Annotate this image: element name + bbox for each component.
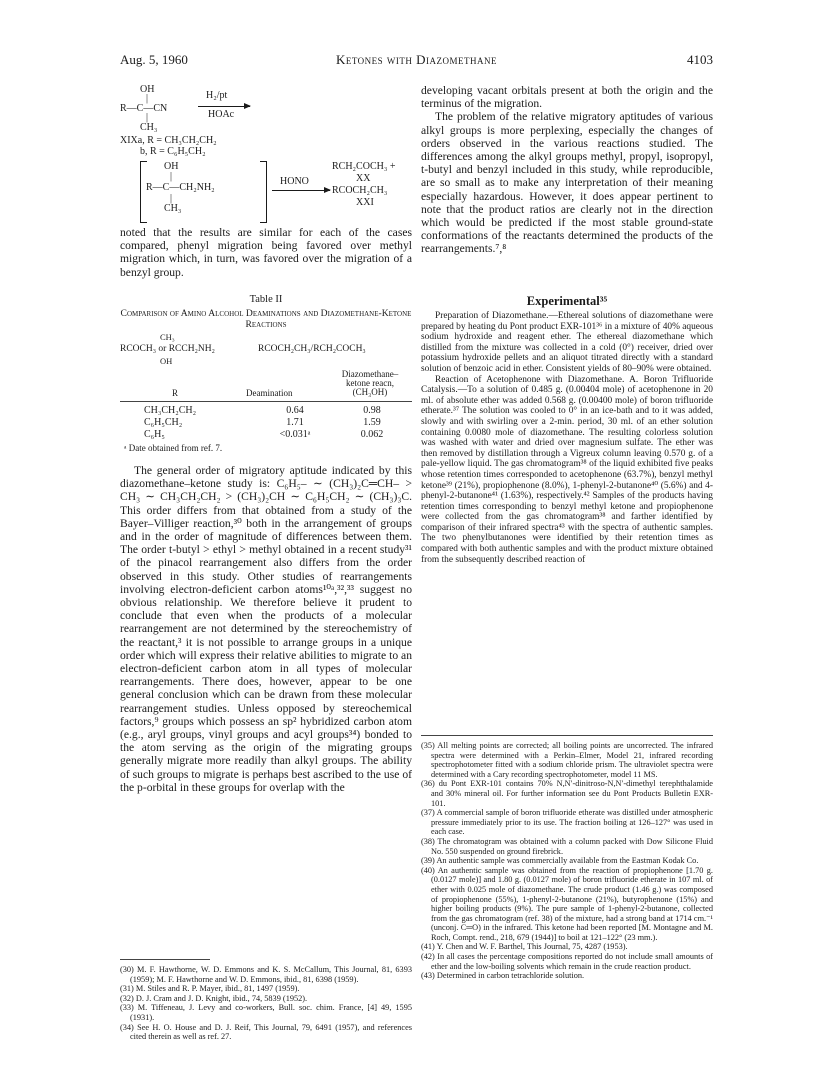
col-header-diazomethane: Diazomethane– ketone reacn, (CH₃OH)	[341, 369, 399, 397]
table-ii	[120, 294, 412, 330]
footnote-37: (37) A commercial sample of boron trifluoride etherate was distilled under atmospheric pressure immediately prior to its use. The fraction boiling at 126–127° was used in each case.	[421, 808, 713, 837]
footnote-39: (39) An authentic sample was commercially available from the Eastman Kodak Co.	[421, 856, 699, 866]
scheme-oh2: OH	[164, 161, 179, 172]
footnote-36: (36) du Pont EXR-101 contains 70% N,N′-dinitroso-N,N′-dimethyl terephthalamide and 30% mineral oil. For further information see du Pont Products Bulletin EXR-101.	[421, 779, 713, 808]
table-body	[120, 370, 412, 453]
experimental-section	[421, 311, 713, 565]
footnote-42: (42) In all cases the percentage compositions reported do not include small amounts of ether and the low-boiling solvents which remain in the crude reaction product.	[421, 952, 713, 971]
table-row: C₆H₅CH₂ 1.71 1.59	[144, 416, 381, 428]
table-caption: Comparison of Amino Alcohol Deaminations and Diazomethane-Ketone Reactions	[120, 308, 412, 330]
footnote-30: (30) M. F. Hawthorne, W. D. Emmons and K. S. McCallum, This Journal, 81, 6393 (1959); M. F. Hawthorne and W. D. Emmons, ibid., 81, 6398 (1959).	[120, 965, 412, 984]
header-title: Ketones with Diazomethane	[335, 52, 498, 67]
scheme-oh: OH	[140, 84, 155, 95]
reaction-scheme: OH | R—C—CN H₂/pt HOAc | CH₃ XIXa, R = CH₃CH₂CH₂ b, R = C₆H₅CH₂ OH | R—C—CH₂NH₂ | CH₃ HONO RCH₂COCH₃ + XX RCOCH₂CH₃ XXI	[120, 84, 412, 222]
scheme-xixa: XIXa, R = CH₃CH₂CH₂	[120, 135, 217, 146]
scheme-nitrile: R—C—CN	[120, 103, 168, 114]
footnote-34: (34) See H. O. House and D. J. Reif, This Journal, 79, 6491 (1957), and references cited therein as well as ref. 27.	[120, 1022, 412, 1042]
footnote-32: (32) D. J. Cram and J. D. Knight, ibid., 74, 5839 (1952).	[120, 993, 308, 1003]
footnote-35: (35) All melting points are corrected; all boiling points are uncorrected. The infrared spectra were determined with a Perkin–Elmer, Model 21, infrared recording spectrophotometer fitted with a sodium chloride prism. The ultraviolet spectra were determined with a Cary recording spectrophotometer, model 11 MS.	[421, 741, 713, 779]
scheme-xxi: XXI	[356, 197, 374, 208]
data-table	[120, 404, 412, 440]
footnote-31: (31) M. Stiles and R. P. Mayer, ibid., 81, 1497 (1959).	[120, 984, 300, 994]
paragraph-migratory-aptitude: The general order of migratory aptitude indicated by this diazomethane–ketone study is: C₆H₅– ∼ (CH₃)₂C═CH– > CH₃ ∼ CH₃CH₂CH₂ > (CH₃)₂CH ∼ C₆H₅CH₂ ∼ (CH₃)₃C. This order differs from that obtained from a study of the Bayer–Villiger reaction,³⁰ both in the arrangement of groups and in the order of magnitude of differences between them. The order t-butyl > ethyl > methyl obtained in a recent study³¹ of the pinacol rearrangement also differs from the order observed in this study. Other studies of rearrangements involving electron-deficient carbon atoms¹⁰ᵃ,³²,³³ suggest no obvious relationship. We therefore believe it prudent to conclude that even when the products of a molecular rearrangement are not determined by the stereochemistry of the reactant,³ it is not possible to arrange groups in a unique order which will express their relative abilities to migrate to an electron-deficient carbon atom in all types of molecular rearrangements. There does, however, appear to be one general conclusion which can be drawn from these molecular rearrangement studies. Unless opposed by stereochemical factors,⁹ groups which possess an sp² hybridized carbon atom (e.g., aryl groups, vinyl groups and acyl groups³⁴) bonded to the atom serving as the origin of the migrating groups generally migrate more readily than alkyl groups. The ability of such groups to migrate is perhaps best ascribed to the use of the p-orbital in these groups for overlap with the	[120, 464, 412, 794]
scheme-h2pt: H₂/pt	[206, 90, 228, 101]
table-footnote: ᵃ Date obtained from ref. 7.	[124, 443, 223, 453]
reaction-arrow	[198, 106, 250, 107]
paragraph-vacant-orbitals: developing vacant orbitals present at both the origin and the terminus of the migration. The problem of the relative migratory aptitudes of various alkyl groups is more perplexing, especially the changes of orders observed in the various reactions studied. The differences among the alkyl groups methyl, propyl, isopropyl, t-butyl and benzyl included in this study, while reproducible, are so small as to make any interpretation of their meaning especially hazardous. However, it does appear pertinent to note that the product ratios are clearly not in the direction which would be predicted if the most stable ground-state conformations of the reactants determined the products of the rearrangements.⁷,⁸	[421, 84, 713, 256]
paragraph-acetophenone-reaction: Reaction of Acetophenone with Diazomethane. A. Boron Trifluoride Catalysis.—To a solution of 0.485 g. (0.00404 mole) of acetophenone in 20 ml. of absolute ether was added 0.568 g. (0.00400 mole) of boron trifluoride etherate.³⁷ The solution was cooled to 0° in an ice-bath and to it was added, slowly and with swirling over a 2-min. period, 30 ml. of an ether solution containing 0.0080 mole of diazomethane. The resulting colorless solution was washed with water and dried over magnesium sulfate. The ether was then removed by distillation through a Vigreux column leaving 0.570 g. of a pale-yellow liquid. The gas chromatogram³⁸ of the liquid exhibited five peaks whose retention times corresponded to acetophenone (63.7%), benzyl methyl ketone³⁹ (21%), propiophenone (8.0%), 1-phenyl-2-butanone⁴⁰ (5.6%) and 4-phenyl-2-butanone⁴¹ (1.63%), respectively.⁴² Samples of the products having retention times corresponding to benzyl methyl ketone and propiophenone were collected from the gas chromatogram³⁸ and farther identified by comparison of their infrared spectra⁴³ with the spectra of authentic samples. The two phenylbutanones were identified by their retention times as compared with both authentic samples and with the product mixture obtained from the subsequently described reaction of	[421, 374, 713, 565]
scheme-xixb: b, R = C₆H₅CH₂	[140, 146, 206, 157]
header-date: Aug. 5, 1960	[120, 52, 188, 67]
table-row: CH₃CH₂CH₂ 0.64 0.98	[144, 404, 381, 416]
col-header-deamination: Deamination	[246, 388, 293, 398]
footnote-38: (38) The chromatogram was obtained with a column packed with Dow Silicone Fluid No. 550 suspended on ground firebrick.	[421, 836, 713, 856]
experimental-heading: Experimental³⁵	[526, 294, 608, 308]
reaction-arrow-2	[272, 190, 330, 191]
table-title: Table II	[249, 294, 283, 305]
col-header-r: R	[172, 388, 179, 398]
table-ratio: RCOCH₂CH₃/RCH₂COCH₃	[258, 344, 366, 354]
table-row: C₆H₅ <0.031ᵃ 0.062	[144, 428, 384, 440]
table-header-formula: CH₃ RCOCH₃ or RCCH₂NH₂ OH RCOCH₂CH₃/RCH₂COCH₃	[120, 332, 366, 366]
footnotes-right	[421, 741, 713, 981]
footnote-41: (41) Y. Chen and W. F. Barthel, This Journal, 75, 4287 (1953).	[421, 942, 628, 952]
running-header	[120, 52, 713, 70]
header-page-number: 4103	[687, 52, 713, 67]
scheme-xx: XX	[356, 173, 371, 184]
scheme-product-2: RCOCH₂CH₃	[332, 185, 388, 196]
footnote-33: (33) M. Tiffeneau, J. Levy and co-workers, Bull. soc. chim. France, [4] 49, 1595 (1931).	[120, 1003, 412, 1022]
scheme-ch3: CH₃	[140, 122, 158, 133]
scheme-product-1: RCH₂COCH₃ +	[332, 161, 396, 172]
footnote-40: (40) An authentic sample was obtained from the reaction of propiophenone [1.70 g. (0.0127 mole)] and 1.80 g. (0.0127 mole) of boron trifluoride etherate in 107 ml. of ether with 0.025 mole of diazomethane. The crude product (1.46 g.) was composed of propiophenone (55%), 1-phenyl-2-butanone (21%), butyrophenone (15%) and higher boiling products (9%). The pure sample of 1-phenyl-2-butanone, collected from the gas chromatogram (ref. 38) of the mixture, had a strong band at 1714 cm.⁻¹ (unconj. C═O) in the infrared. This ketone had been reported [M. Montagne and M. Roch, Compt. rend., 218, 679 (1944)] to boil at 121–122° (23 mm.).	[421, 865, 713, 942]
paragraph-diazomethane-prep: Preparation of Diazomethane.—Ethereal solutions of diazomethane were prepared by heating du Pont product EXR-101³⁶ in a mixture of 40% aqueous sodium hydroxide and reagent ether. The ethereal diazomethane which distilled from the mixture was collected in a cold (0°) receiver, dried over potassium hydroxide pellets and an aliquot titrated directly with a standard solution of benzoic acid in ether. Consistent yields of 80–90% were obtained.	[421, 311, 713, 374]
footnote-43: (43) Determined in carbon tetrachloride solution.	[421, 971, 585, 981]
table-reactant: RCOCH₃ or RCCH₂NH₂	[120, 344, 215, 354]
paragraph-alkyl-groups: The problem of the relative migratory aptitudes of various alkyl groups is more perplexing, especially the changes of orders observed in the various reactions studied. The differences among the alkyl groups methyl, propyl, isopropyl, t-butyl and benzyl included in this study, while reproducible, are so small as to make any interpretation of their meaning especially hazardous. However, it does appear pertinent to note that the product ratios are clearly not in the direction which would be predicted if the most stable ground-state conformations of the reactants determined the products of the rearrangements.⁷,⁸	[421, 110, 713, 256]
scheme-hono: HONO	[280, 176, 309, 187]
paragraph-results: noted that the results are similar for each of the cases compared, phenyl migration being favored over methyl migration which, in turn, was favored over the migration of a benzyl group.	[120, 226, 412, 279]
footnotes-left	[120, 965, 412, 1042]
scheme-hoac: HOAc	[208, 109, 235, 120]
scheme-ch3b: CH₃	[164, 203, 182, 214]
scheme-aminoalcohol: R—C—CH₂NH₂	[146, 182, 215, 193]
